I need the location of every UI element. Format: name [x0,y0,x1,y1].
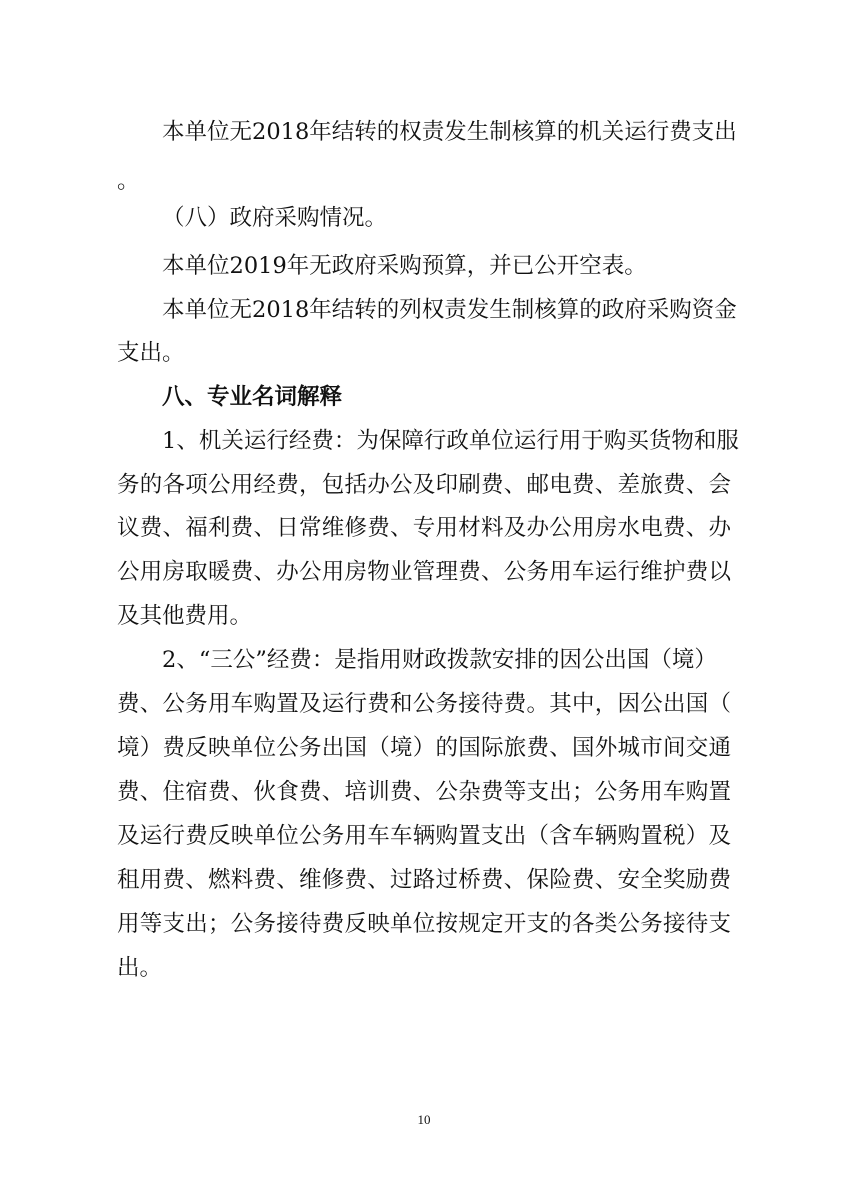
paragraph-line: 及其他费用。 [117,603,253,629]
paragraph-line: 费、公务用车购置及运行费和公务接待费。其中，因公出国（ [117,691,731,717]
paragraph-line: 本单位无2018年结转的权责发生制核算的机关运行费支出 [162,119,737,145]
section-heading-procurement: （八）政府采购情况。 [162,205,388,231]
page-number: 10 [417,1112,431,1127]
paragraph-line: 用等支出；公务接待费反映单位按规定开支的各类公务接待支 [117,911,731,937]
paragraph-line: 务的各项公用经费，包括办公及印刷费、邮电费、差旅费、会 [117,472,731,498]
paragraph-line: 境）费反映单位公务出国（境）的国际旅费、国外城市间交通 [117,735,731,761]
paragraph-line: 。 [117,168,140,194]
paragraph-line: 租用费、燃料费、维修费、过路过桥费、保险费、安全奖励费 [117,867,731,893]
paragraph-line: 及运行费反映单位公务用车车辆购置支出（含车辆购置税）及 [117,823,731,849]
section-heading-terms: 八、专业名词解释 [162,384,343,410]
paragraph-line: 本单位2019年无政府采购预算，并已公开空表。 [162,253,647,279]
paragraph-line: 出。 [117,955,163,981]
paragraph-line: 支出。 [117,340,185,366]
paragraph-line: 2、“三公”经费：是指用财政拨款安排的因公出国（境） [162,647,717,673]
paragraph-line: 费、住宿费、伙食费、培训费、公杂费等支出；公务用车购置 [117,779,731,805]
paragraph-line: 1、机关运行经费：为保障行政单位运行用于购买货物和服 [162,428,739,454]
paragraph-line: 议费、福利费、日常维修费、专用材料及办公用房水电费、办 [117,515,731,541]
paragraph-line: 本单位无2018年结转的列权责发生制核算的政府采购资金 [162,297,737,323]
paragraph-line: 公用房取暖费、办公用房物业管理费、公务用车运行维护费以 [117,559,731,585]
